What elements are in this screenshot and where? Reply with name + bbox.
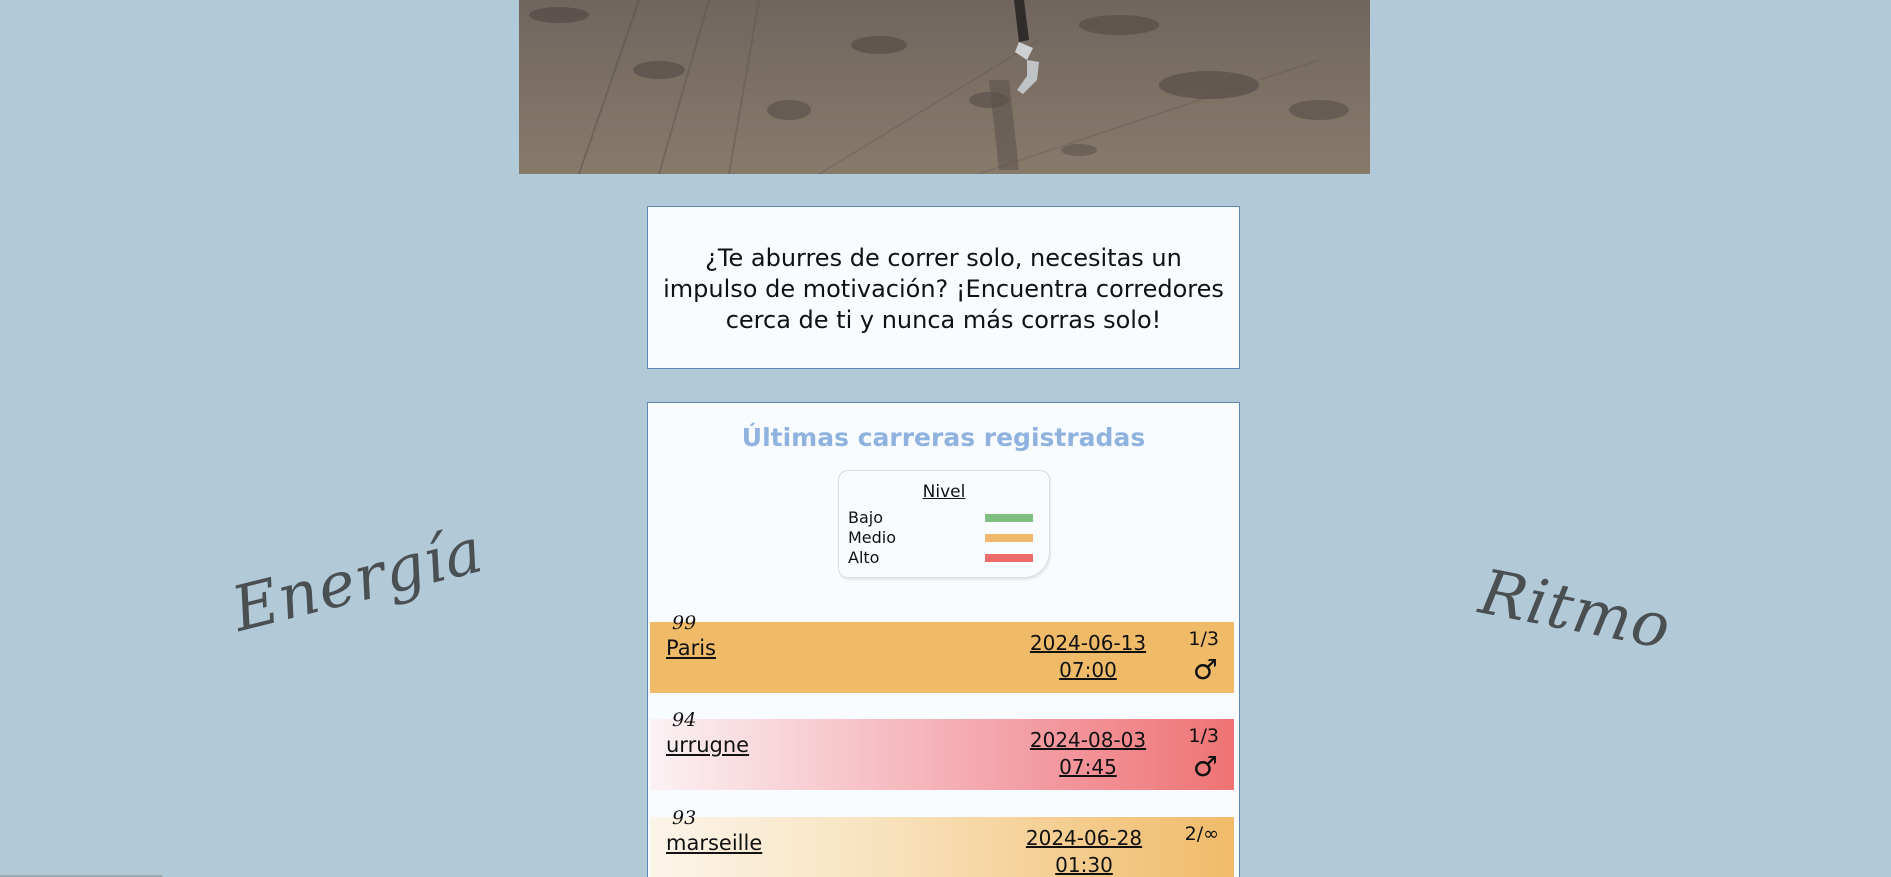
race-city-link[interactable]: urrugne <box>666 733 750 757</box>
race-item[interactable] <box>650 807 1234 877</box>
legend-swatch-bajo <box>985 514 1033 522</box>
race-date: 2024-08-03 <box>1029 728 1147 752</box>
race-item[interactable] <box>650 612 1234 693</box>
legend-row-bajo <box>848 508 1042 528</box>
legend-title: Nivel <box>922 482 966 502</box>
energia-decorative-text: Energía <box>225 513 491 646</box>
legend-label: Bajo <box>848 508 884 527</box>
race-datetime-link[interactable] <box>1004 825 1164 877</box>
legend-swatch-alto <box>985 554 1033 562</box>
race-number: 99 <box>672 612 697 634</box>
level-legend <box>838 470 1050 578</box>
recent-races-title: Últimas carreras registradas <box>741 423 1146 452</box>
legend-row-alto <box>848 548 1042 568</box>
race-date: 2024-06-13 <box>1029 631 1147 655</box>
race-datetime-link[interactable] <box>1008 630 1168 684</box>
race-number: 94 <box>672 709 697 731</box>
intro-text: ¿Te aburres de correr solo, necesitas un impulso de motivación? ¡Encuentra corredores cerca de ti y nunca más corras solo! <box>663 244 1224 334</box>
race-participants-count: 2/∞ <box>1184 823 1219 845</box>
race-time: 01:30 <box>1055 853 1113 877</box>
race-city-link[interactable]: Paris <box>666 636 716 660</box>
race-city-link[interactable]: marseille <box>666 831 763 855</box>
legend-swatch-medio <box>985 534 1033 542</box>
race-item[interactable] <box>650 709 1234 790</box>
legend-row-medio <box>848 528 1042 548</box>
male-icon: ♂ <box>1192 750 1218 783</box>
legend-label: Alto <box>848 548 880 567</box>
intro-card <box>647 206 1240 369</box>
recent-races-card <box>647 402 1240 877</box>
race-participants-count: 1/3 <box>1188 628 1219 650</box>
hero-image <box>519 0 1370 174</box>
runner-on-beach-photo <box>519 0 1370 174</box>
race-time: 07:45 <box>1059 755 1117 779</box>
race-number: 93 <box>672 807 697 829</box>
male-icon: ♂ <box>1192 653 1218 686</box>
race-datetime-link[interactable] <box>1008 727 1168 781</box>
race-time: 07:00 <box>1059 658 1117 682</box>
ritmo-decorative-text: Ritmo <box>1474 555 1678 664</box>
race-date: 2024-06-28 <box>1025 826 1143 850</box>
race-participants-count: 1/3 <box>1188 725 1219 747</box>
legend-label: Medio <box>848 528 897 547</box>
